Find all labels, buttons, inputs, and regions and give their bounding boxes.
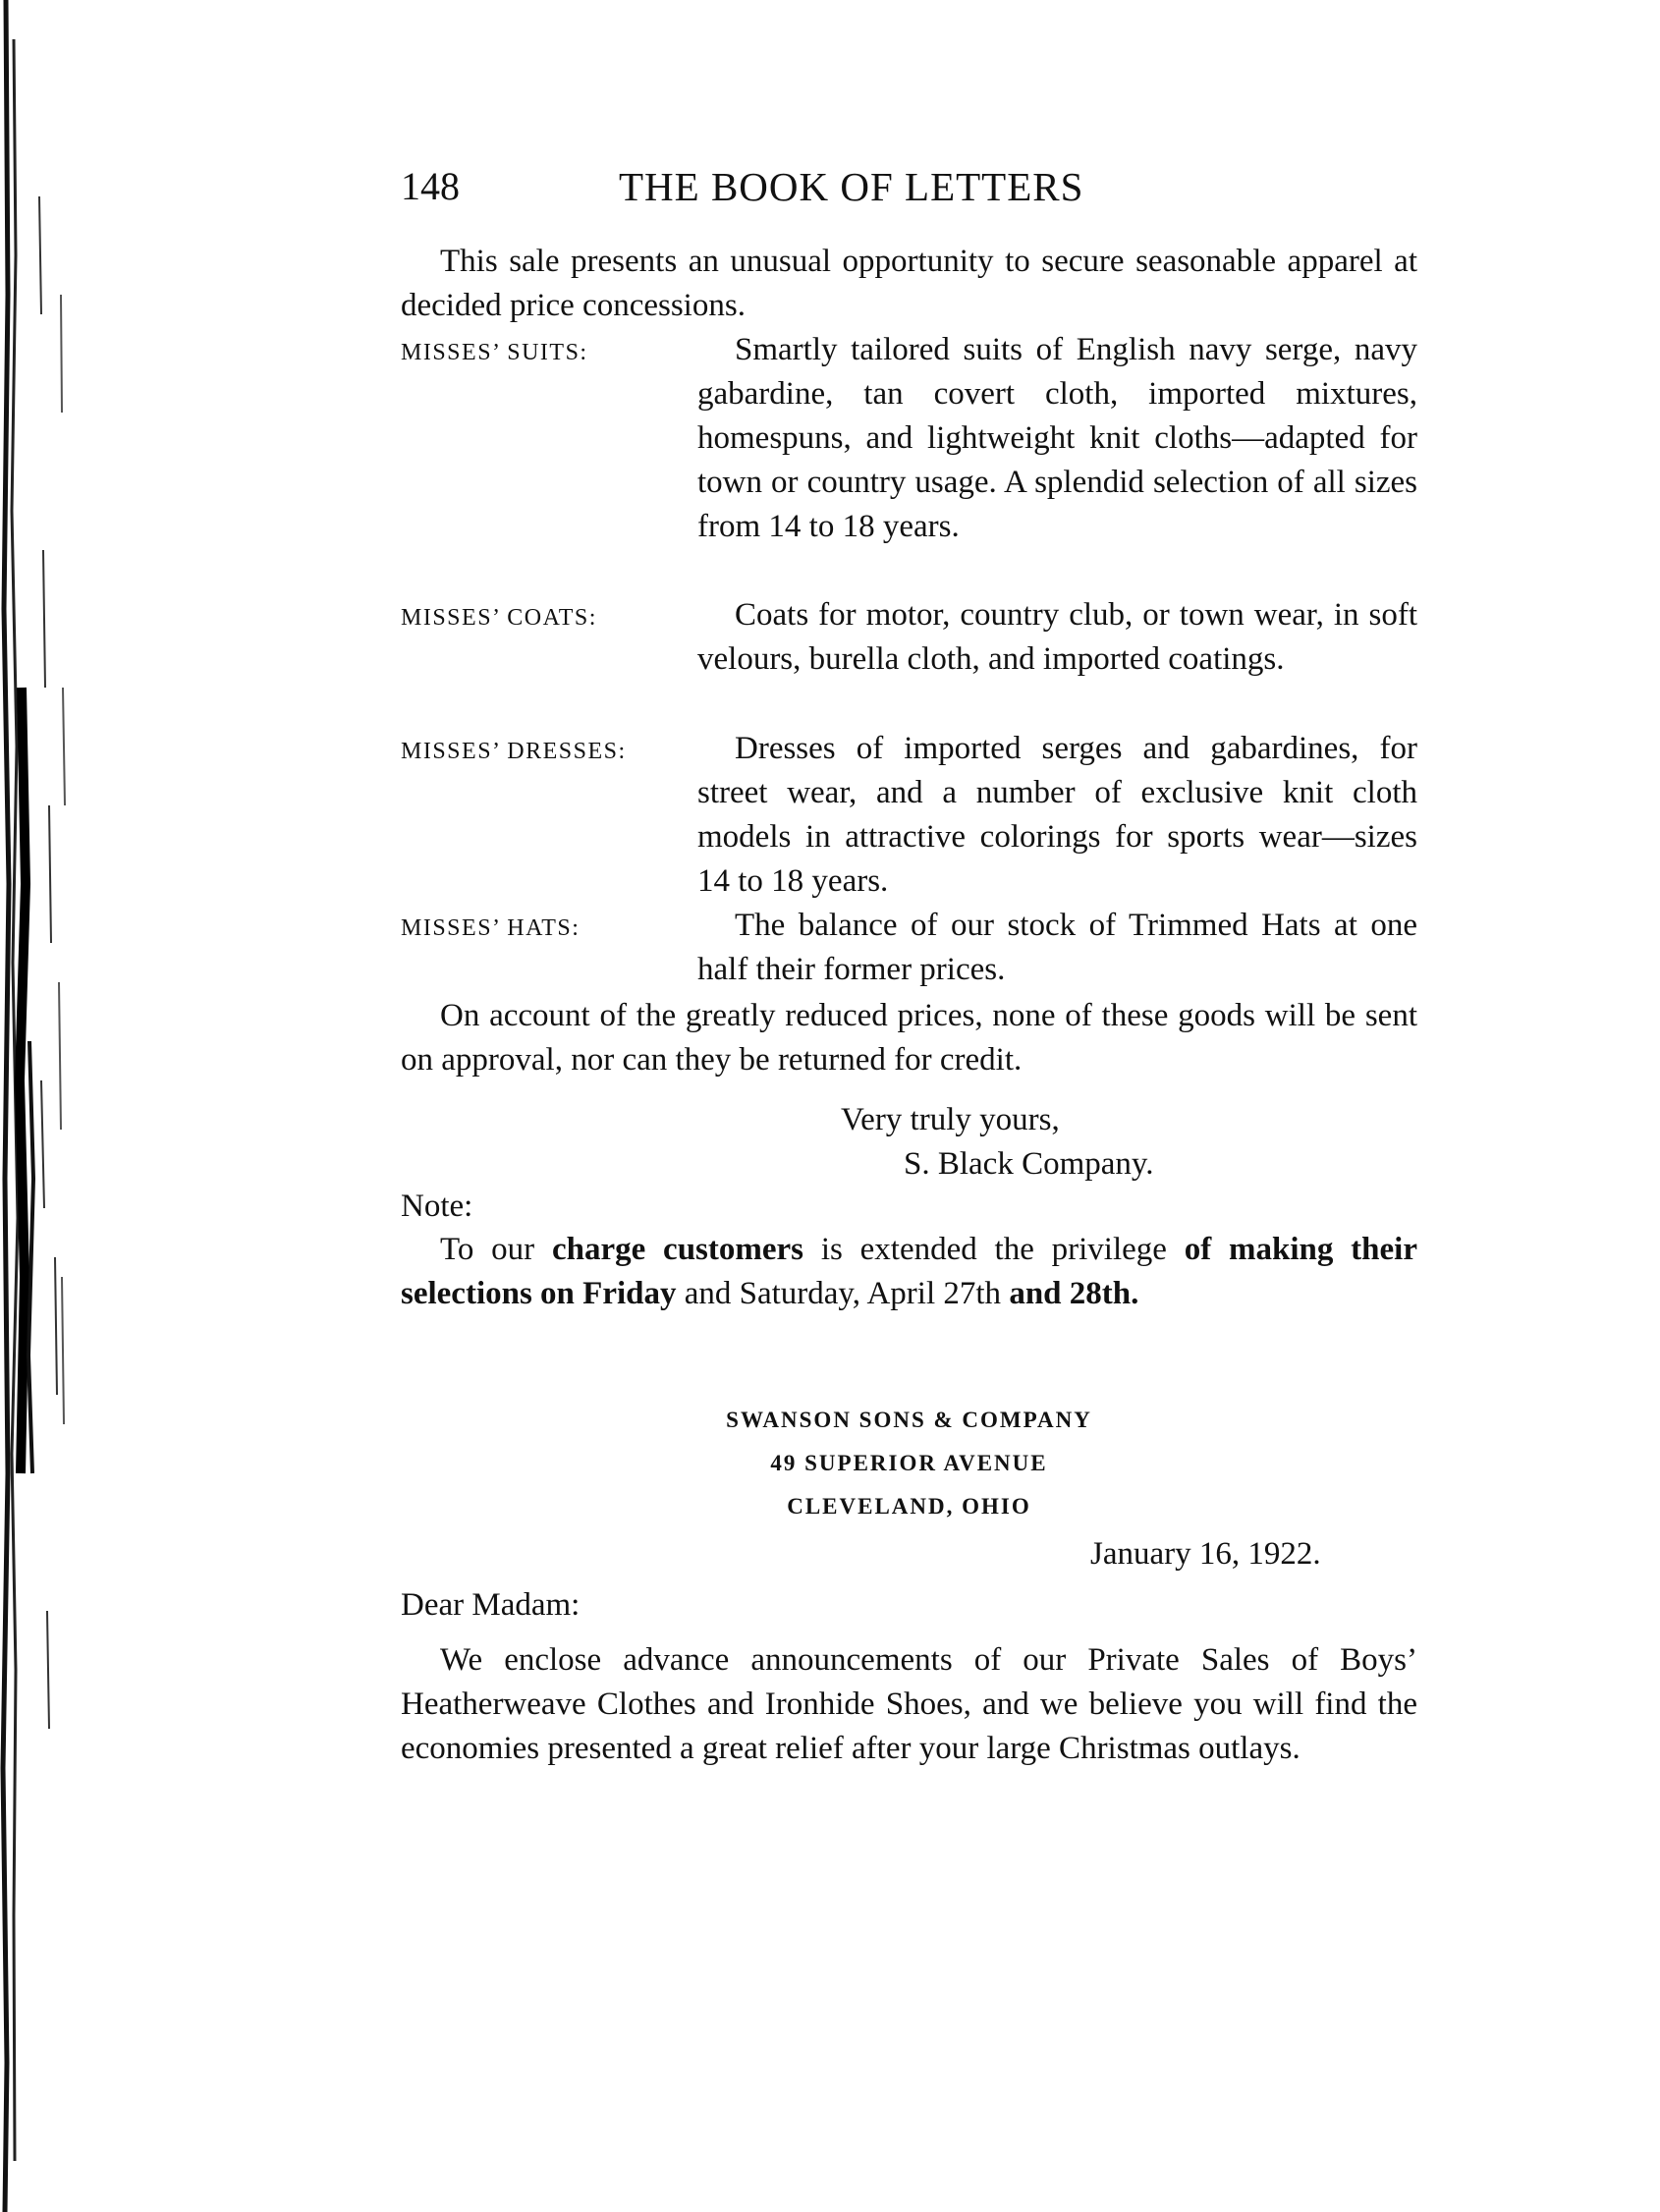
item-label-coats: MISSES’ COATS:	[401, 605, 597, 631]
item-text-suits: Smartly tailored suits of English navy serge, navy gabardine, tan covert cloth, imported mixtures, homespuns, and lightweight knit cloths—adapted for town or country usage. A splendid selection of all sizes from 14 to 18 years.	[697, 332, 1417, 544]
note-part-2: charge customers	[551, 1232, 804, 1267]
intro-text: This sale presents an unusual opportunity to secure seasonable apparel at decided price concessions.	[401, 244, 1417, 323]
item-label-dresses: MISSES’ DRESSES:	[401, 739, 627, 764]
letterhead-street: 49 SUPERIOR AVENUE	[770, 1451, 1048, 1475]
note-part-4: of making their selections on Friday	[401, 1232, 1417, 1311]
item-text-hats: The balance of our stock of Trimmed Hats at one half their former prices.	[697, 908, 1417, 987]
item-text-coats: Coats for motor, country club, or town wear, in soft velours, burella cloth, and imported coatings.	[697, 597, 1417, 677]
item-misses-suits	[401, 328, 1417, 593]
note-text	[401, 1228, 1417, 1316]
letterhead-company: SWANSON SONS & COMPANY	[726, 1408, 1092, 1432]
letter-date: January 16, 1922.	[1090, 1536, 1321, 1572]
note-part-1: To our	[440, 1232, 552, 1267]
approval-text: On account of the greatly reduced prices, none of these goods will be sent on approval, nor can they be returned for credit.	[401, 998, 1417, 1078]
item-misses-coats	[401, 593, 1417, 726]
item-label-hats: MISSES’ HATS:	[401, 915, 581, 941]
binding-edge-shadow	[0, 0, 69, 2212]
note-part-5: and Saturday, April 27th	[676, 1276, 1010, 1311]
book-title: THE BOOK OF LETTERS	[619, 164, 1084, 209]
page-number: 148	[401, 164, 460, 208]
approval-paragraph	[401, 994, 1417, 1082]
complimentary-close: Very truly yours,	[841, 1102, 1060, 1137]
note-label: Note:	[401, 1189, 473, 1224]
letterhead-city: CLEVELAND, OHIO	[787, 1494, 1031, 1519]
item-misses-dresses	[401, 727, 1417, 904]
note-part-6: and 28th.	[1009, 1276, 1139, 1311]
running-head	[401, 157, 1236, 216]
salutation: Dear Madam:	[401, 1587, 581, 1623]
item-misses-hats	[401, 904, 1417, 992]
intro-paragraph	[401, 240, 1417, 328]
letter-body: We enclose advance announcements of our Private Sales of Boys’ Heatherweave Clothes and Ironhide Shoes, and we believe you will find the economies presented a great relief after your large Christmas outlays.	[401, 1642, 1417, 1766]
signature: S. Black Company.	[904, 1146, 1154, 1182]
note-part-3: is extended the privilege	[803, 1232, 1185, 1267]
item-text-dresses: Dresses of imported serges and gabardines, for street wear, and a number of exclusive knit cloth models in attractive colorings for sports wear—sizes 14 to 18 years.	[697, 731, 1417, 899]
item-label-suits: MISSES’ SUITS:	[401, 340, 588, 365]
